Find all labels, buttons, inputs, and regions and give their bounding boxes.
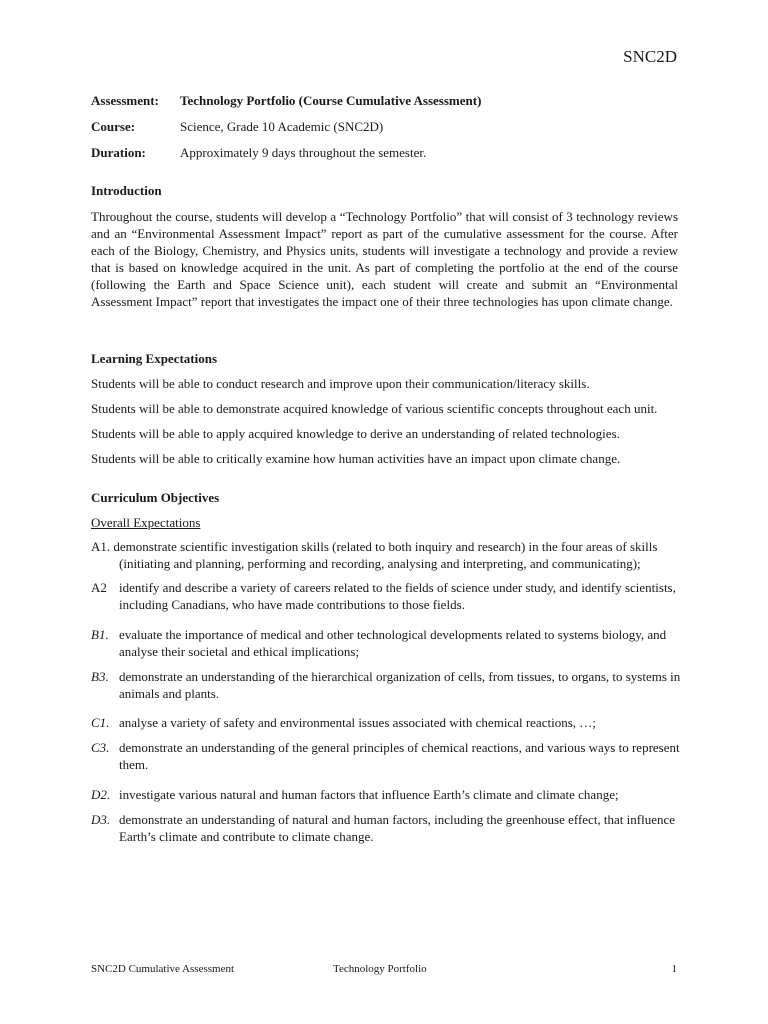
overall-expectations-subheading: Overall Expectations [91,515,201,530]
objective-text: evaluate the importance of medical and other technological developments related to systems biology, and analyse their societal and ethical implications; [119,627,667,659]
meta-label: Duration: [91,145,146,160]
objective-code: D2. [91,787,111,802]
learning-expectations-heading: Learning Expectations [91,351,218,366]
learning-expectation-item: Students will be able to demonstrate acquired knowledge of various scientific concepts throughout each unit. [91,401,658,416]
objective-code: D3. [91,812,111,827]
objective-text-continued: (initiating and planning, performing and recording, analysing and interpreting, and communicating); [119,556,641,571]
objective-text: demonstrate an understanding of the hierarchical organization of cells, from tissues, to organs, to systems in animals and plants. [119,669,681,701]
learning-expectation-item: Students will be able to conduct research and improve upon their communication/literacy skills. [91,376,590,391]
footer-left: SNC2D Cumulative Assessment [91,963,235,975]
meta-label: Assessment: [91,93,159,108]
objective-b3 [91,668,691,702]
curriculum-objectives-heading: Curriculum Objectives [91,490,220,505]
objective-code: A1. [91,539,111,554]
meta-row-course [91,119,481,145]
meta-value: Approximately 9 days throughout the semester. [180,145,427,160]
footer-page-number: 1 [671,963,677,975]
assessment-meta [91,93,481,171]
objective-a2 [91,579,691,613]
footer-center: Technology Portfolio [333,963,427,975]
introduction-paragraph: Throughout the course, students will develop a “Technology Portfolio” that will consist of 3 technology reviews and an “Environmental Assessment Impact” report as part of the cumulative assessment for the course. After each of the Biology, Chemistry, and Physics units, students will investigate a technology and provide a review that is based on knowledge acquired in the unit. As part of completing the portfolio at the end of the course (following the Earth and Space Science unit), each student will create and submit an “Environmental Assessment Impact” report that investigates the impact one of their three technologies has upon climate change. [91,209,678,309]
objective-text: demonstrate an understanding of the general principles of chemical reactions, and various ways to represent them. [119,740,680,772]
learning-expectation-item: Students will be able to critically examine how human activities have an impact upon climate change. [91,451,621,466]
objective-code: B3. [91,669,109,684]
objective-c3 [91,739,691,773]
objective-code: A2 [91,580,107,595]
meta-label: Course: [91,119,136,134]
objective-text: identify and describe a variety of careers related to the fields of science under study, and identify scientists, including Canadians, who have made contributions to those fields. [119,580,676,612]
objective-c1 [91,714,691,731]
objective-b1 [91,626,691,660]
objective-code: B1. [91,627,109,642]
objective-text: demonstrate an understanding of natural and human factors, including the greenhouse effect, that influence Earth’s climate and contribute to climate change. [119,812,676,844]
objective-a1 [91,538,691,572]
introduction-heading: Introduction [91,183,162,198]
objective-code: C3. [91,740,110,755]
meta-row-assessment [91,93,481,119]
meta-row-duration [91,145,481,171]
objective-code: C1. [91,715,110,730]
meta-value: Science, Grade 10 Academic (SNC2D) [180,119,384,134]
meta-value: Technology Portfolio (Course Cumulative Assessment) [180,93,482,108]
learning-expectation-item: Students will be able to apply acquired knowledge to derive an understanding of related technologies. [91,426,620,441]
objective-d3 [91,811,691,845]
objective-d2 [91,786,691,803]
objective-text: investigate various natural and human factors that influence Earth’s climate and climate change; [119,787,619,802]
objective-text: demonstrate scientific investigation skills (related to both inquiry and research) in the four areas of skills [113,539,658,554]
objective-text: analyse a variety of safety and environmental issues associated with chemical reactions, …; [119,715,596,730]
header-course-code: SNC2D [623,47,677,66]
